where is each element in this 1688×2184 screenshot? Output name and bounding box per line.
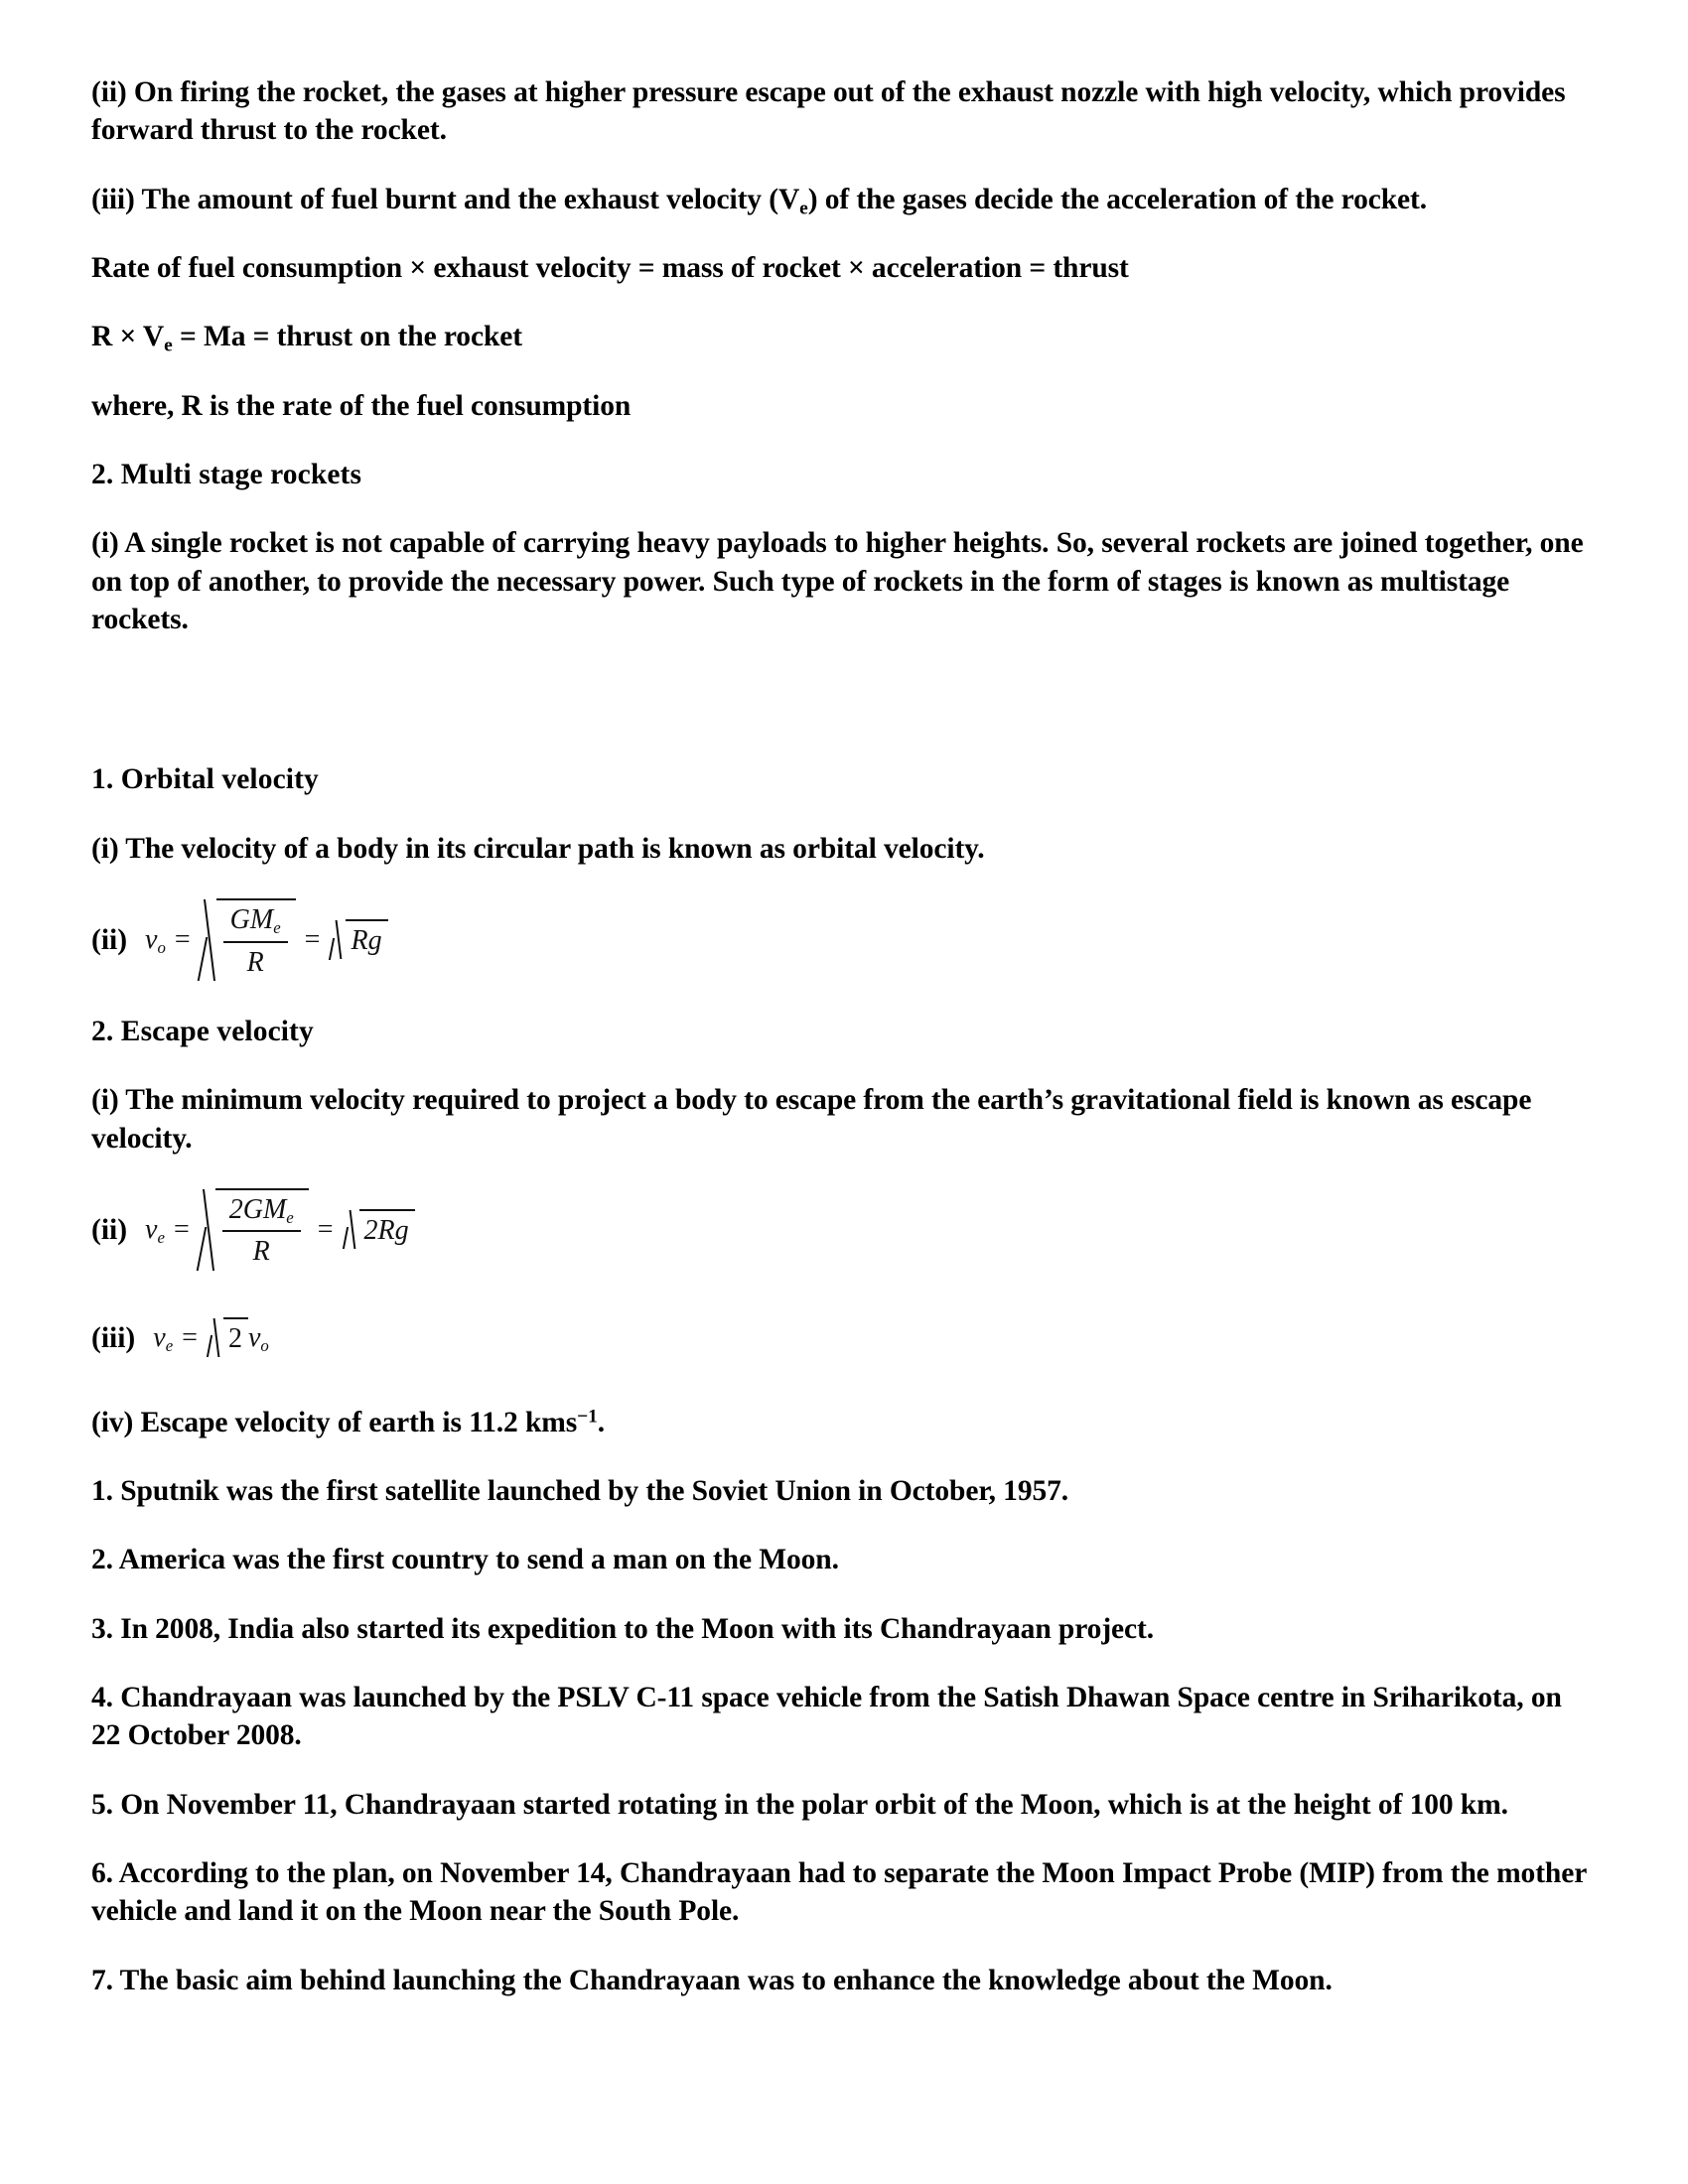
math-term: Rg: [351, 925, 382, 957]
math-subscript: e: [165, 1335, 174, 1355]
para-escape-velocity-iv: (iv) Escape velocity of earth is 11.2 kms$^{-1}$.: [91, 1406, 606, 1438]
formula-escape-velocity: [91, 1188, 1597, 1273]
para-fact-7: 7. The basic aim behind launching the Chandrayaan was to enhance the knowledge about the Moon.: [91, 1964, 1333, 1996]
math-term: 2Rg: [363, 1215, 409, 1247]
math-expression: [145, 898, 388, 983]
radicand: [359, 1209, 415, 1251]
formula-label: (ii): [91, 1214, 128, 1247]
radical-sign-icon: [343, 1209, 359, 1251]
superscript: −1: [577, 1406, 598, 1428]
math-operator: =: [182, 1321, 198, 1353]
math-variable: $v_o$: [145, 924, 166, 958]
fraction-numerator: [223, 902, 288, 940]
math-variable: $GM_e$: [229, 904, 281, 938]
math-subscript: e: [286, 1207, 294, 1227]
heading-orbital-velocity: 1. Orbital velocity: [91, 763, 319, 796]
radical-sign-icon: [200, 898, 216, 983]
heading-multi-stage-rockets: 2. Multi stage rockets: [91, 459, 362, 491]
math-expression: [153, 1317, 269, 1359]
math-variable: R: [246, 946, 264, 978]
para-fact-2: 2. America was the first country to send a man on the Moon.: [91, 1544, 839, 1576]
formula-label: (iii): [91, 1321, 136, 1354]
subscript: e: [799, 198, 808, 219]
fraction-denominator: [222, 1230, 301, 1270]
fraction-denominator: [223, 941, 288, 981]
math-subscript: o: [157, 938, 166, 958]
para-multistage-i: (i) A single rocket is not capable of carrying heavy payloads to higher heights. So, several rockets are joined together, one on top of another, to provide the necessary power. Such type of rockets in the form of stages is known as multistage rockets.: [91, 527, 1584, 636]
radical-sign-icon: [207, 1317, 223, 1359]
para-fact-4: 4. Chandrayaan was launched by the PSLV C-11 space vehicle from the Satish Dhawan Space centre in Sriharikota, on 22 October 2008.: [91, 1682, 1562, 1752]
math-variable: R: [252, 1236, 270, 1268]
para-rocket-ii: (ii) On firing the rocket, the gases at higher pressure escape out of the exhaust nozzle with high velocity, which provides forward thrust to the rocket.: [91, 76, 1566, 147]
formula-escape-vs-orbital: [91, 1302, 1597, 1374]
fraction: [223, 902, 288, 981]
para-fact-6: 6. According to the plan, on November 14, Chandrayaan had to separate the Moon Impact Probe (MIP) from the mother vehicle and land it on the Moon near the South Pole.: [91, 1857, 1587, 1928]
formula-label: (ii): [91, 924, 128, 957]
fraction-numerator: [222, 1192, 301, 1230]
para-fact-1: 1. Sputnik was the first satellite launched by the Soviet Union in October, 1957.: [91, 1475, 1069, 1508]
math-variable: $v_e$: [153, 1321, 174, 1355]
document-body: [91, 73, 1597, 1999]
radicand: [216, 898, 296, 983]
math-variable: $v_o$: [247, 1321, 269, 1355]
subscript: e: [164, 335, 173, 356]
math-operator: =: [304, 924, 321, 956]
math-expression: [145, 1188, 415, 1273]
para-escape-velocity-i: (i) The minimum velocity required to project a body to escape from the earth’s gravitational field is known as escape velocity.: [91, 1084, 1532, 1155]
radical-sign-icon: [329, 919, 346, 961]
math-subscript: e: [273, 918, 281, 938]
radicand: [215, 1188, 309, 1273]
para-fact-3: 3. In 2008, India also started its expedition to the Moon with its Chandrayaan project.: [91, 1612, 1155, 1645]
para-thrust-symbol-equation: $R \times V_e = Ma$ = thrust on the rocket: [91, 321, 522, 356]
math-operator: =: [173, 1214, 190, 1246]
math-operator: =: [317, 1214, 334, 1246]
square-root-two: [207, 1317, 248, 1359]
para-rocket-iii: (iii) The amount of fuel burnt and the exhaust velocity $(V_e)$ of the gases decide the acceleration of the rocket.: [91, 183, 1428, 219]
formula-orbital-velocity: [91, 898, 1597, 983]
fraction: [222, 1192, 301, 1271]
section-gap: [91, 669, 1597, 760]
para-where-r: where, R is the rate of the fuel consumption: [91, 389, 632, 422]
math-operator: =: [174, 924, 191, 956]
square-root-right: [343, 1209, 415, 1251]
para-fact-5: 5. On November 11, Chandrayaan started rotating in the polar orbit of the Moon, which is at the height of 100 km.: [91, 1788, 1508, 1821]
radicand: [346, 919, 387, 961]
square-root-fraction: [199, 1188, 309, 1273]
math-number: 2: [227, 1322, 242, 1354]
heading-escape-velocity: 2. Escape velocity: [91, 1015, 314, 1047]
math-variable: $2GM_e$: [228, 1193, 294, 1227]
radical-sign-icon: [199, 1188, 215, 1273]
square-root-fraction: [200, 898, 296, 983]
math-subscript: e: [157, 1228, 165, 1248]
para-orbital-velocity-i: (i) The velocity of a body in its circular path is known as orbital velocity.: [91, 832, 985, 865]
radicand: [223, 1317, 248, 1359]
math-variable: $v_e$: [145, 1214, 165, 1248]
math-subscript: o: [260, 1335, 269, 1355]
square-root-right: [329, 919, 387, 961]
para-thrust-word-equation: Rate of fuel consumption × exhaust velocity = mass of rocket × acceleration = thrust: [91, 252, 1129, 285]
